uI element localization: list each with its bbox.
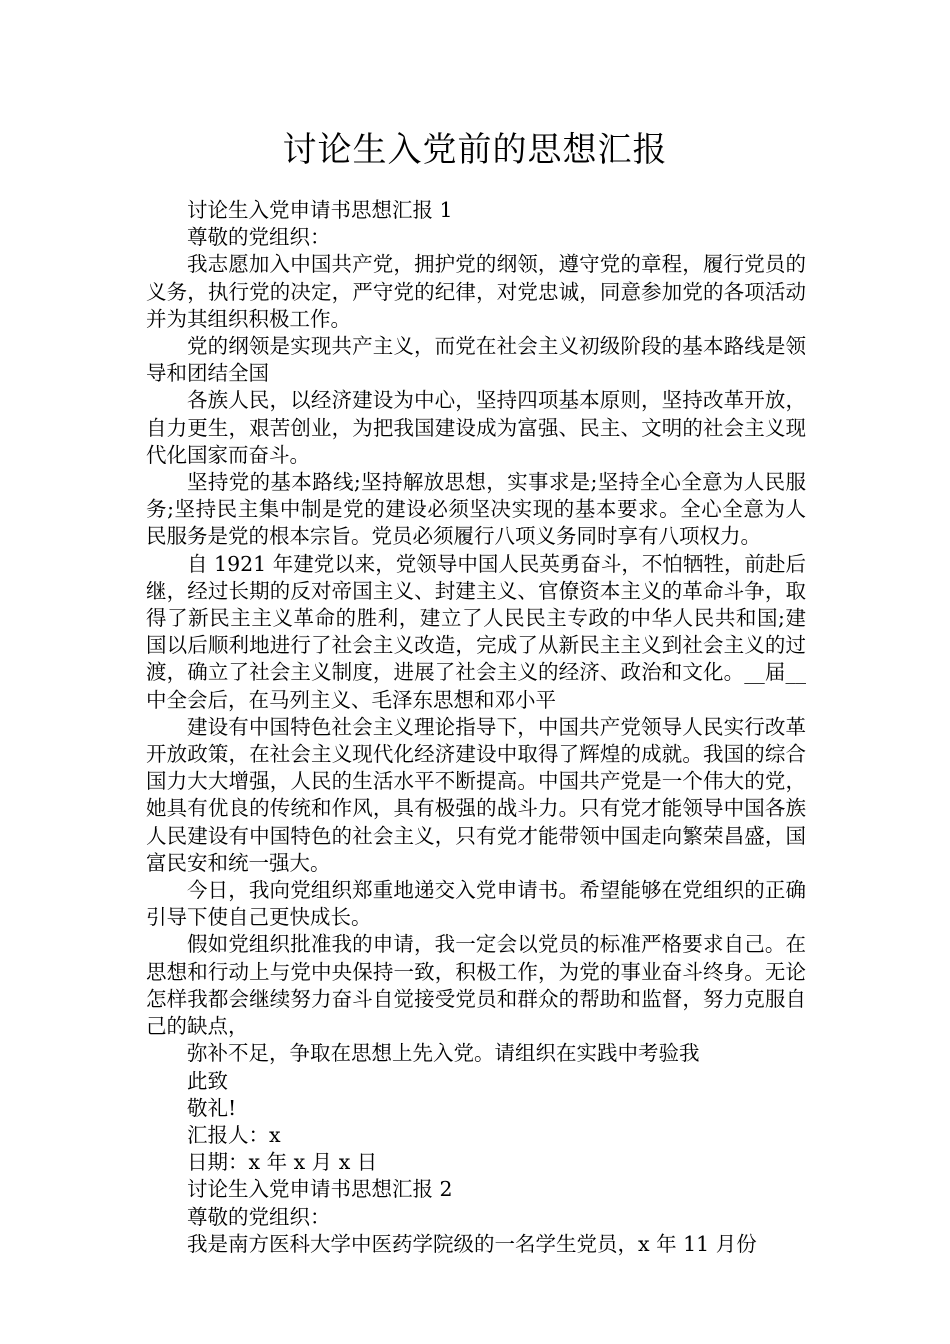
body-paragraph: 坚持党的基本路线;坚持解放思想，实事求是;坚持全心全意为人民服务;坚持民主集中制是党的建设必须坚决实现的基本要求。全心全意为人民服务是党的根本宗旨。党员必须履行八项义务同时享有八项权力。: [146, 470, 806, 549]
document-title: 讨论生入党前的思想汇报: [282, 130, 668, 170]
reporter-line: 汇报人：x: [187, 1122, 281, 1147]
body-paragraph: 我志愿加入中国共产党，拥护党的纲领，遵守党的章程，履行党员的义务，执行党的决定，严守党的纪律，对党忠诚，同意参加党的各项活动并为其组织积极工作。: [146, 252, 806, 331]
section-heading: 讨论生入党申请书思想汇报 2: [187, 1177, 453, 1202]
document-body: [146, 197, 806, 1258]
closing-line: 此致: [187, 1068, 228, 1093]
body-paragraph: 弥补不足，争取在思想上先入党。请组织在实践中考验我: [187, 1041, 700, 1066]
body-paragraph: 建设有中国特色社会主义理论指导下，中国共产党领导人民实行改革开放政策，在社会主义现代化经济建设中取得了辉煌的成就。我国的综合国力大大增强，人民的生活水平不断提高。中国共产党是一个伟大的党，她具有优良的传统和作风，具有极强的战斗力。只有党才能领导中国各族人民建设有中国特色的社会主义，只有党才能带领中国走向繁荣昌盛，国富民安和统一强大。: [146, 714, 806, 875]
salutation: 尊敬的党组织：: [187, 225, 331, 250]
body-paragraph: 各族人民，以经济建设为中心，坚持四项基本原则，坚持改革开放，自力更生，艰苦创业，为把我国建设成为富强、民主、文明的社会主义现代化国家而奋斗。: [146, 388, 806, 467]
body-paragraph: 党的纲领是实现共产主义，而党在社会主义初级阶段的基本路线是领导和团结全国: [146, 334, 806, 386]
body-paragraph: 假如党组织批准我的申请，我一定会以党员的标准严格要求自己。在思想和行动上与党中央保持一致，积极工作，为党的事业奋斗终身。无论怎样我都会继续努力奋斗自觉接受党员和群众的帮助和监督，努力克服自己的缺点，: [146, 932, 806, 1039]
salutation: 尊敬的党组织：: [187, 1204, 331, 1229]
date-line: 日期：x 年 x 月 x 日: [187, 1150, 378, 1175]
body-paragraph: 我是南方医科大学中医药学院级的一名学生党员，x 年 11 月份: [187, 1231, 757, 1256]
closing-line: 敬礼!: [187, 1095, 237, 1120]
body-paragraph: 自 1921 年建党以来，党领导中国人民英勇奋斗，不怕牺牲，前赴后继，经过长期的反对帝国主义、封建主义、官僚资本主义的革命斗争，取得了新民主主义革命的胜利，建立了人民民主专政的中华人民共和国;建国以后顺利地进行了社会主义改造，完成了从新民主主义到社会主义的过渡，确立了社会主义制度，进展了社会主义的经济、政治和文化。__届__中全会后，在马列主义、毛泽东思想和邓小平: [146, 551, 806, 712]
section-heading: 讨论生入党申请书思想汇报 1: [187, 198, 453, 222]
body-paragraph: 今日，我向党组织郑重地递交入党申请书。希望能够在党组织的正确引导下使自己更快成长。: [146, 878, 806, 930]
